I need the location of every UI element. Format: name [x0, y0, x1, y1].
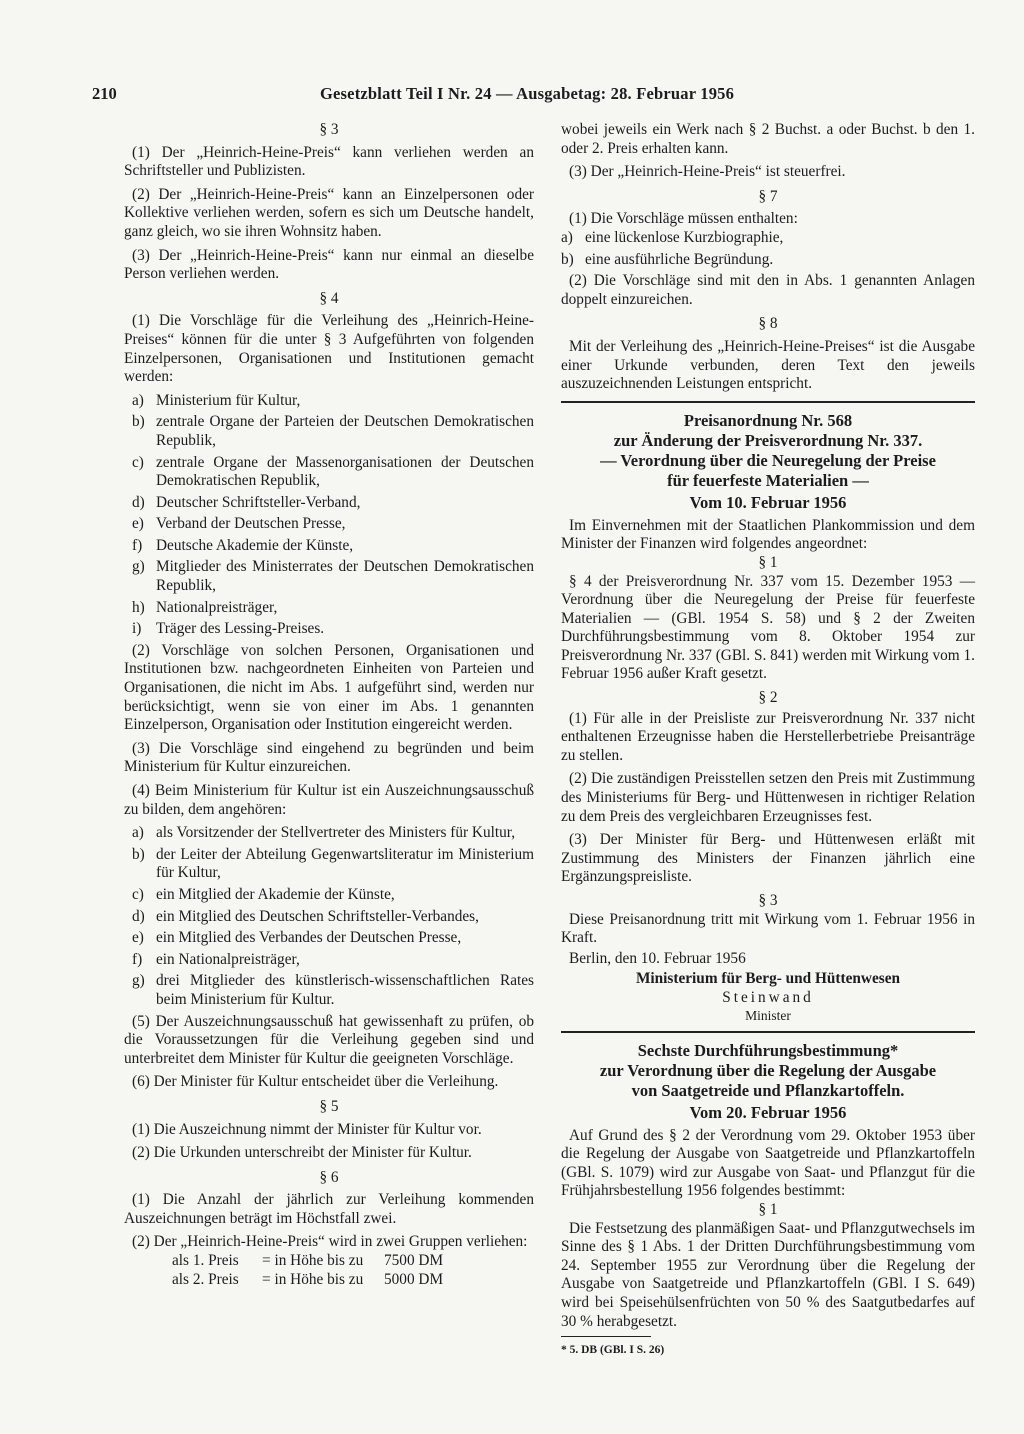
decree-date: Vom 10. Februar 1956 [689, 492, 847, 512]
paragraph: (2) Der „Heinrich-Heine-Preis“ wird in zwei Gruppen verliehen: [132, 1233, 528, 1251]
left-column [124, 121, 534, 1289]
paragraph: (5) Der Auszeichnungsausschuß hat gewissenhaft zu prüfen, ob die Voraussetzungen für die Verleihung gegeben sind und unterbreitet dem Minister für Kultur die geeigneten Vorschläge. [124, 1012, 534, 1067]
list-item: g) Mitglieder des Ministerrates der Deutschen Demokratischen Republik, [132, 558, 534, 595]
decree-price-order [561, 411, 975, 1024]
list-item: f) Deutsche Akademie der Künste, [132, 536, 354, 554]
section-heading: § 5 [319, 1097, 339, 1115]
signer-role: Minister [745, 1007, 791, 1023]
paragraph: (4) Beim Ministerium für Kultur ist ein Auszeichnungsausschuß zu bilden, dem angehören: [124, 782, 534, 818]
decree-title: Preisanordnung Nr. 568 [683, 410, 853, 430]
list-item: a) Ministerium für Kultur, [132, 391, 301, 409]
list-item: d) Deutscher Schriftsteller-Verband, [132, 493, 361, 511]
section-divider [561, 401, 975, 403]
paragraph: (2) Der „Heinrich-Heine-Preis“ kann an Einzelpersonen oder Kollektive verliehen werden, sofern es sich um Deutsche handelt, ganz gleich, wo sie ihren Wohnsitz haben. [124, 185, 534, 240]
decree-title: Sechste Durchführungsbestimmung* [637, 1040, 899, 1060]
paragraph: wobei jeweils ein Werk nach § 2 Buchst. a oder Buchst. b den 1. oder 2. Preis erhalten kann. [561, 121, 975, 157]
prize-row: als 2. Preis = in Höhe bis zu 5000 DM [172, 1270, 444, 1288]
decree-title: zur Verordnung über die Regelung der Ausgabe [599, 1060, 937, 1080]
paragraph: (1) Die Auszeichnung nimmt der Minister für Kultur vor. [132, 1120, 482, 1138]
section-heading: § 8 [758, 315, 778, 333]
section-heading: § 1 [758, 1200, 778, 1218]
running-title: Gesetzblatt Teil I Nr. 24 — Ausgabetag: 28. Februar 1956 [320, 84, 735, 103]
page-header [92, 84, 792, 110]
section-heading: § 1 [758, 553, 778, 571]
paragraph: (2) Die zuständigen Preisstellen setzen den Preis mit Zustimmung des Ministeriums für Berg- und Hüttenwesen in richtiger Relation zu dem Preis des vergleichbaren Erzeugnisses fest. [561, 770, 975, 825]
right-column [561, 121, 975, 1360]
list-item: i) Träger des Lessing-Preises. [132, 620, 325, 638]
section-heading: § 4 [319, 289, 339, 307]
footnote: * 5. DB (GBl. I S. 26) [561, 1344, 665, 1357]
paragraph: (1) Für alle in der Preisliste zur Preisverordnung Nr. 337 nicht enthaltenen Erzeugnisse haben die Herstellerbetriebe Preisanträge zu stellen. [561, 709, 975, 764]
section-heading: § 7 [758, 187, 778, 205]
section-heading: § 2 [758, 689, 778, 707]
paragraph: § 4 der Preisverordnung Nr. 337 vom 15. Dezember 1953 — Verordnung über die Neuregelung der Preise für feuerfeste Materialien — (GBl. 1954 S. 58) und § 2 der Zweiten Durchführungsbestimmung vom 8. Oktober 1954 zur Preisverordnung Nr. 337 (GBl. S. 841) werden mit Wirkung vom 1. Februar 1956 außer Kraft gesetzt. [561, 572, 975, 683]
list-item: b) der Leiter der Abteilung Gegenwartsliteratur im Ministerium für Kultur, [132, 845, 534, 882]
section-heading: § 3 [758, 892, 778, 909]
decree-title: von Saatgetreide und Pflanzkartoffeln. [631, 1080, 905, 1100]
signer-name: Steinwand [722, 988, 814, 1006]
paragraph: Auf Grund des § 2 der Verordnung vom 29. Oktober 1953 über die Regelung der Ausgabe von Saatgetreide und Pflanzkartoffeln (GBl. S. 1079) wird zur Ausgabe von Saat- und Pflanzgut für die Frühjahrsbestellung 1956 folgendes bestimmt: [561, 1126, 975, 1200]
decree-seed-regulation [561, 1041, 975, 1360]
paragraph: (3) Der „Heinrich-Heine-Preis“ kann nur einmal an dieselbe Person verliehen werden. [124, 246, 534, 283]
paragraph: (6) Der Minister für Kultur entscheidet über die Verleihung. [132, 1073, 499, 1091]
decree-date: Vom 20. Februar 1956 [689, 1102, 847, 1122]
paragraph: (1) Die Vorschläge müssen enthalten: [569, 210, 798, 228]
page-number: 210 [92, 84, 117, 103]
ministry-name: Ministerium für Berg- und Hüttenwesen [635, 970, 900, 988]
paragraph: Im Einvernehmen mit der Staatlichen Plankommission und dem Minister der Finanzen wird folgendes angeordnet: [561, 516, 975, 553]
list-item: a) eine lückenlose Kurzbiographie, [561, 228, 784, 246]
paragraph: (3) Die Vorschläge sind eingehend zu begründen und beim Ministerium für Kultur einzureichen. [124, 739, 534, 776]
paragraph: (1) Die Vorschläge für die Verleihung des „Heinrich-Heine-Preises“ können für die unter § 3 Aufgeführten von folgenden Einzelpersonen, Organisationen und Institutionen gemacht werden: [124, 312, 534, 386]
list-item: a) als Vorsitzender der Stellvertreter des Ministers für Kultur, [132, 824, 516, 842]
section-divider [561, 1031, 975, 1033]
list-item: e) ein Mitglied des Verbandes der Deutschen Presse, [132, 929, 462, 947]
list-item: h) Nationalpreisträger, [132, 598, 278, 616]
list-item: b) zentrale Organe der Parteien der Deutschen Demokratischen Republik, [132, 413, 534, 449]
paragraph: (1) Der „Heinrich-Heine-Preis“ kann verliehen werden an Schriftsteller und Publizisten. [124, 143, 534, 180]
paragraph: (2) Die Urkunden unterschreibt der Minister für Kultur. [132, 1144, 472, 1162]
paragraph: (2) Vorschläge von solchen Personen, Organisationen und Institutionen bzw. nachgeordneten Einheiten von Parteien und Organisationen, die nicht im Abs. 1 aufgeführt sind, werden nur berücksichtigt, wenn sie von einer im Abs. 1 genannten Einzelperson, Organisation oder Institution eingereicht werden. [124, 641, 534, 734]
paragraph: Diese Preisanordnung tritt mit Wirkung vom 1. Februar 1956 in Kraft. [561, 910, 975, 947]
paragraph: Die Festsetzung des planmäßigen Saat- und Pflanzgutwechsels im Sinne des § 1 Abs. 1 der Dritten Durchführungsbestimmung vom 24. September 1955 zur Verordnung über die Regelung der Ausgabe von Saatgetreide und Pflanzkartoffeln (GBl. I S. 649) wird bei Speisehülsenfrüchten von 50 % des Saatgutbedarfes auf 30 % herabgesetzt. [561, 1219, 975, 1330]
footnote-divider [561, 1336, 651, 1337]
list-item: b) eine ausführliche Begründung. [561, 250, 774, 268]
paragraph: (3) Der „Heinrich-Heine-Preis“ ist steuerfrei. [569, 163, 846, 181]
list-item: f) ein Nationalpreisträger, [132, 950, 300, 968]
paragraph: (1) Die Anzahl der jährlich zur Verleihung kommenden Auszeichnungen beträgt im Höchstfall zwei. [124, 1191, 534, 1227]
decree-title: zur Änderung der Preisverordnung Nr. 337. [613, 430, 923, 450]
list-item: g) drei Mitglieder des künstlerisch-wissenschaftlichen Rates beim Ministerium für Kultur. [132, 972, 534, 1008]
date-place: Berlin, den 10. Februar 1956 [569, 949, 746, 967]
section-heading: § 3 [319, 121, 339, 138]
list-item: c) ein Mitglied der Akademie der Künste, [132, 885, 395, 903]
list-item: c) zentrale Organe der Massenorganisationen der Deutschen Demokratischen Republik, [132, 453, 534, 490]
proposer-list [124, 392, 534, 639]
decree-title: für feuerfeste Materialien — [667, 470, 869, 490]
list-item: e) Verband der Deutschen Presse, [132, 515, 346, 533]
prize-row: als 1. Preis = in Höhe bis zu 7500 DM [172, 1252, 444, 1270]
paragraph: Mit der Verleihung des „Heinrich-Heine-Preises“ ist die Ausgabe einer Urkunde verbunden, deren Text den jeweils auszuzeichnenden Leistungen entspricht. [561, 337, 975, 393]
decree-title: — Verordnung über die Neuregelung der Preise [600, 450, 936, 470]
paragraph: (2) Die Vorschläge sind mit den in Abs. 1 genannten Anlagen doppelt einzureichen. [561, 272, 975, 308]
committee-list [124, 824, 534, 1009]
section-heading: § 6 [319, 1168, 339, 1186]
paragraph: (3) Der Minister für Berg- und Hüttenwesen erläßt mit Zustimmung des Ministers der Finanzen jährlich eine Ergänzungspreisliste. [561, 831, 975, 886]
list-item: d) ein Mitglied des Deutschen Schriftsteller-Verbandes, [132, 907, 479, 925]
